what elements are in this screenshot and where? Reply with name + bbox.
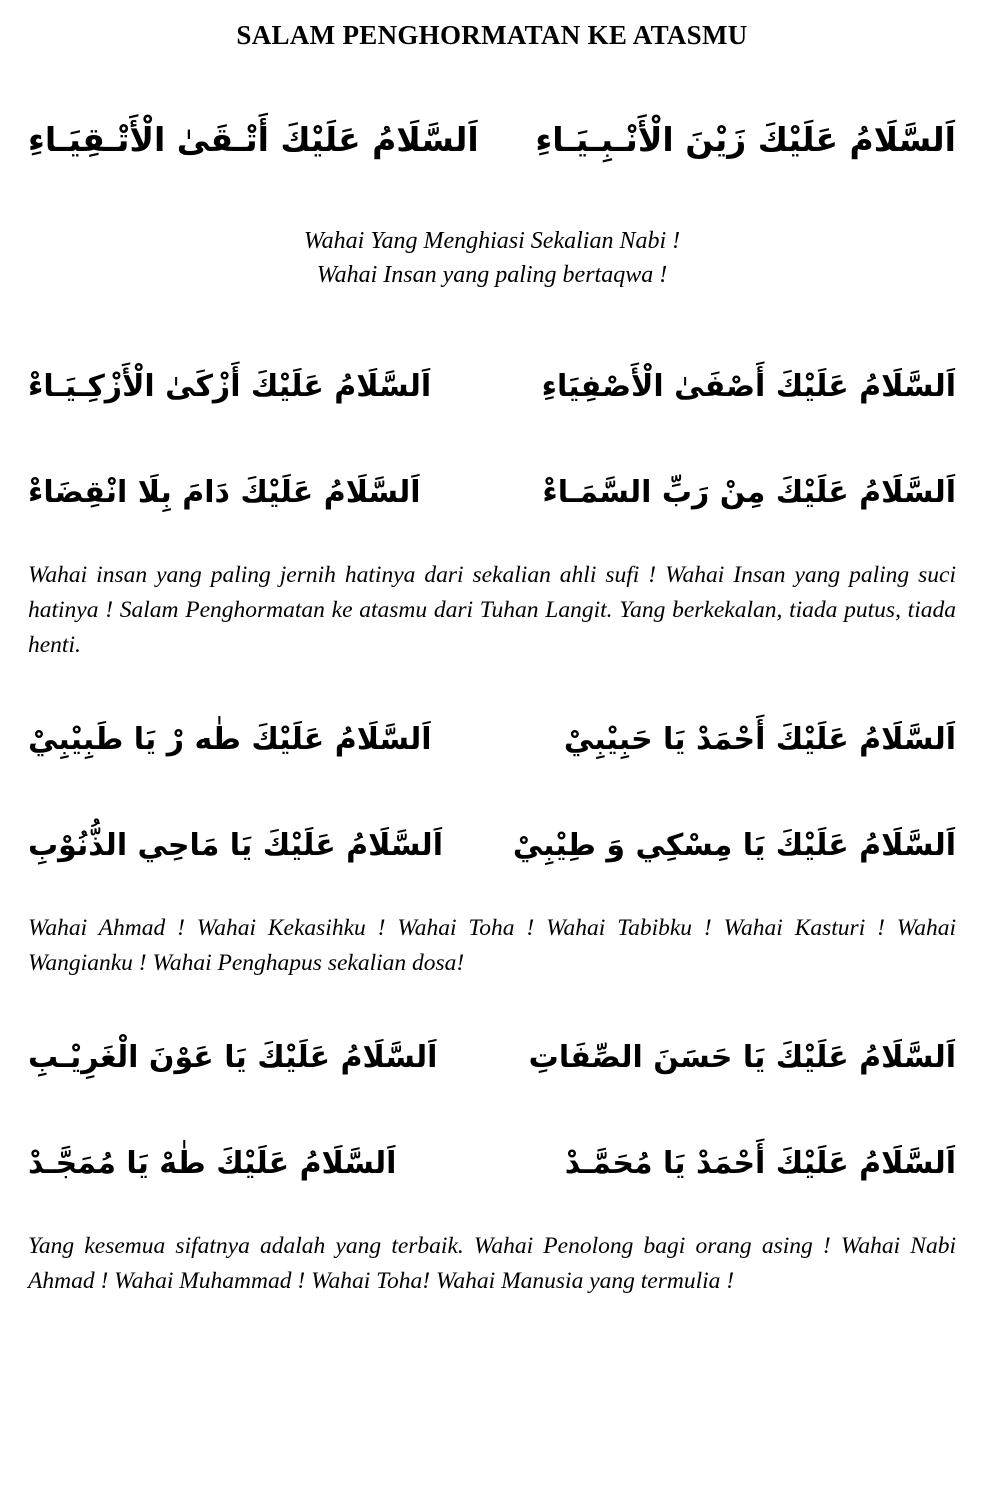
arabic-hemistich-left: اَلسَّلَامُ عَلَيْكَ طٰهْ يَا مُمَجَّـدْ [28,1145,397,1181]
arabic-hemistich-right: اَلسَّلَامُ عَلَيْكَ مِنْ رَبِّ السَّمَـاءْ [542,474,956,510]
arabic-hemistich-right: اَلسَّلَامُ عَلَيْكَ أَصْفَىٰ الْأَصْفِيَاءِ [541,368,956,404]
page-title: SALAM PENGHORMATAN KE ATASMU [236,20,748,50]
arabic-hemistich-left: اَلسَّلَامُ عَلَيْكَ طٰه رْ يَا طَبِيْبِيْ [28,721,432,757]
arabic-hemistich-left: اَلسَّلَامُ عَلَيْكَ أَزْكَىٰ الْأَزْكِـيَـاءْ [28,368,432,404]
arabic-couplet-row [28,795,956,895]
opening-translation-line-2: Wahai Insan yang paling bertaqwa ! [316,262,668,288]
translation-paragraph-2: Wahai Ahmad ! Wahai Kekasihku ! Wahai Toha ! Wahai Tabibku ! Wahai Kasturi ! Wahai Wangianku ! Wahai Penghapus sekalian dosa! [28,915,956,976]
arabic-hemistich-right: اَلسَّلَامُ عَلَيْكَ يَا مِسْكِي وَ طِيْبِيْ [512,827,956,863]
arabic-couplet-row [28,336,956,436]
arabic-hemistich-left: اَلسَّلَامُ عَلَيْكَ يَا مَاحِي الذُّنُوْبِ [28,827,443,863]
opening-translation-line-1: Wahai Yang Menghiasi Sekalian Nabi ! [303,228,681,254]
opening-translation [28,224,956,292]
translation-paragraph-3: Yang kesemua sifatnya adalah yang terbaik. Wahai Penolong bagi orang asing ! Wahai Nabi Ahmad ! Wahai Muhammad ! Wahai Toha! Wahai Manusia yang termulia ! [28,1233,956,1294]
arabic-couplet-row [28,689,956,789]
arabic-hemistich-right: اَلسَّلَامُ عَلَيْكَ أَحْمَدْ يَا حَبِيْبِيْ [563,721,956,757]
arabic-opening-line [28,64,956,214]
arabic-opening-hemistich-right: اَلسَّلَامُ عَلَيْكَ زَيْنَ الْأَنْـبِـيَـاءِ [535,119,956,159]
arabic-hemistich-left: اَلسَّلَامُ عَلَيْكَ دَامَ بِلَا انْقِضَاءْ [28,474,421,510]
arabic-couplet-row [28,1007,956,1107]
translation-paragraph-1: Wahai insan yang paling jernih hatinya dari sekalian ahli sufi ! Wahai Insan yang paling suci hatinya ! Salam Penghormatan ke atasmu dari Tuhan Langit. Yang berkekalan, tiada putus, tiada henti. [28,562,956,658]
arabic-couplet-row [28,1113,956,1213]
arabic-hemistich-right: اَلسَّلَامُ عَلَيْكَ أَحْمَدْ يَا مُحَمَّـدْ [564,1145,956,1181]
arabic-hemistich-left: اَلسَّلَامُ عَلَيْكَ يَا عَوْنَ الْغَرِيْـبِ [28,1039,438,1075]
arabic-opening-hemistich-left: اَلسَّلَامُ عَلَيْكَ أَتْـقَىٰ الْأَتْـقِيَـاءِ [28,119,479,159]
arabic-hemistich-right: اَلسَّلَامُ عَلَيْكَ يَا حَسَنَ الصِّفَاتِ [528,1039,956,1075]
arabic-couplet-row [28,442,956,542]
